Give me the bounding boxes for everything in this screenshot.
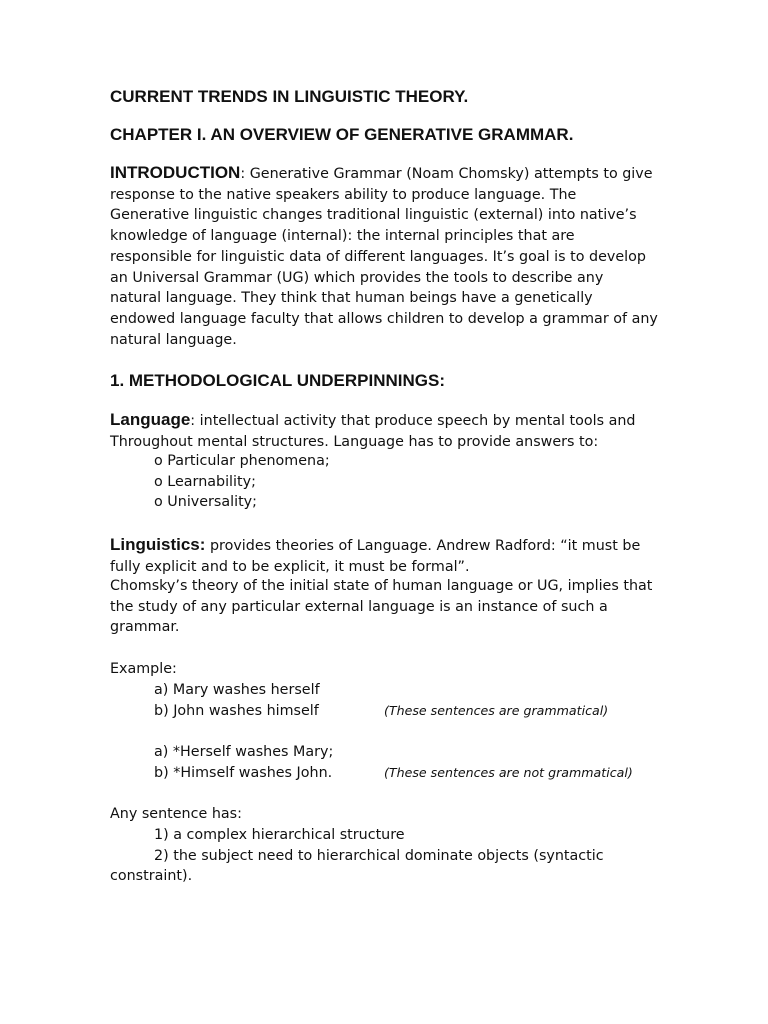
any-sentence-item: 2) the subject need to hierarchical dominate objects (syntactic bbox=[154, 848, 604, 864]
introduction-text: : Generative Grammar (Noam Chomsky) attempts to give response to the native speakers ability to produce language. The Generative linguistic changes traditional linguistic (external) into native’s knowledge of language (internal): the internal principles that are responsible for linguistic data of different languages. It’s goal is to develop an Universal Grammar (UG) which provides the tools to describe any natural language. They think that human beings have a genetically endowed language faculty that allows children to develop a grammar of any natural language. bbox=[110, 166, 658, 348]
language-label: Language bbox=[110, 410, 191, 429]
ungrammatical-note: (These sentences are not grammatical) bbox=[384, 765, 633, 780]
language-list-item: o Universality; bbox=[154, 494, 257, 510]
chapter-heading: CHAPTER I. AN OVERVIEW OF GENERATIVE GRAMMAR. bbox=[110, 125, 574, 144]
language-list-item: o Particular phenomena; bbox=[154, 453, 330, 469]
linguistics-text: provides theories of Language. Andrew Radford: “it must be fully explicit and to be explicit, it must be formal”. bbox=[110, 538, 641, 575]
language-list-item: o Learnability; bbox=[154, 474, 256, 490]
linguistics-paragraph bbox=[110, 535, 658, 577]
language-text: : intellectual activity that produce speech by mental tools and Throughout mental structures. Language has to provide answers to: bbox=[110, 413, 636, 450]
introduction-paragraph bbox=[110, 163, 658, 350]
any-sentence-item-continued: constraint). bbox=[110, 868, 193, 884]
any-sentence-item: 1) a complex hierarchical structure bbox=[154, 827, 405, 843]
section-heading-methodological: 1. METHODOLOGICAL UNDERPINNINGS: bbox=[110, 371, 445, 390]
example-sentence: b) *Himself washes John. bbox=[154, 765, 333, 781]
example-sentence: a) Mary washes herself bbox=[154, 682, 320, 698]
chomsky-paragraph: Chomsky’s theory of the initial state of human language or UG, implies that the study of any particular external language is an instance of such a grammar. bbox=[110, 578, 653, 636]
language-paragraph bbox=[110, 410, 658, 452]
linguistics-label: Linguistics: bbox=[110, 535, 206, 554]
example-sentence: a) *Herself washes Mary; bbox=[154, 744, 334, 760]
example-sentence: b) John washes himself bbox=[154, 703, 319, 719]
any-sentence-label: Any sentence has: bbox=[110, 806, 242, 822]
document-title: CURRENT TRENDS IN LINGUISTIC THEORY. bbox=[110, 87, 469, 106]
introduction-label: INTRODUCTION bbox=[110, 163, 241, 182]
example-label: Example: bbox=[110, 661, 177, 677]
grammatical-note: (These sentences are grammatical) bbox=[384, 703, 609, 718]
